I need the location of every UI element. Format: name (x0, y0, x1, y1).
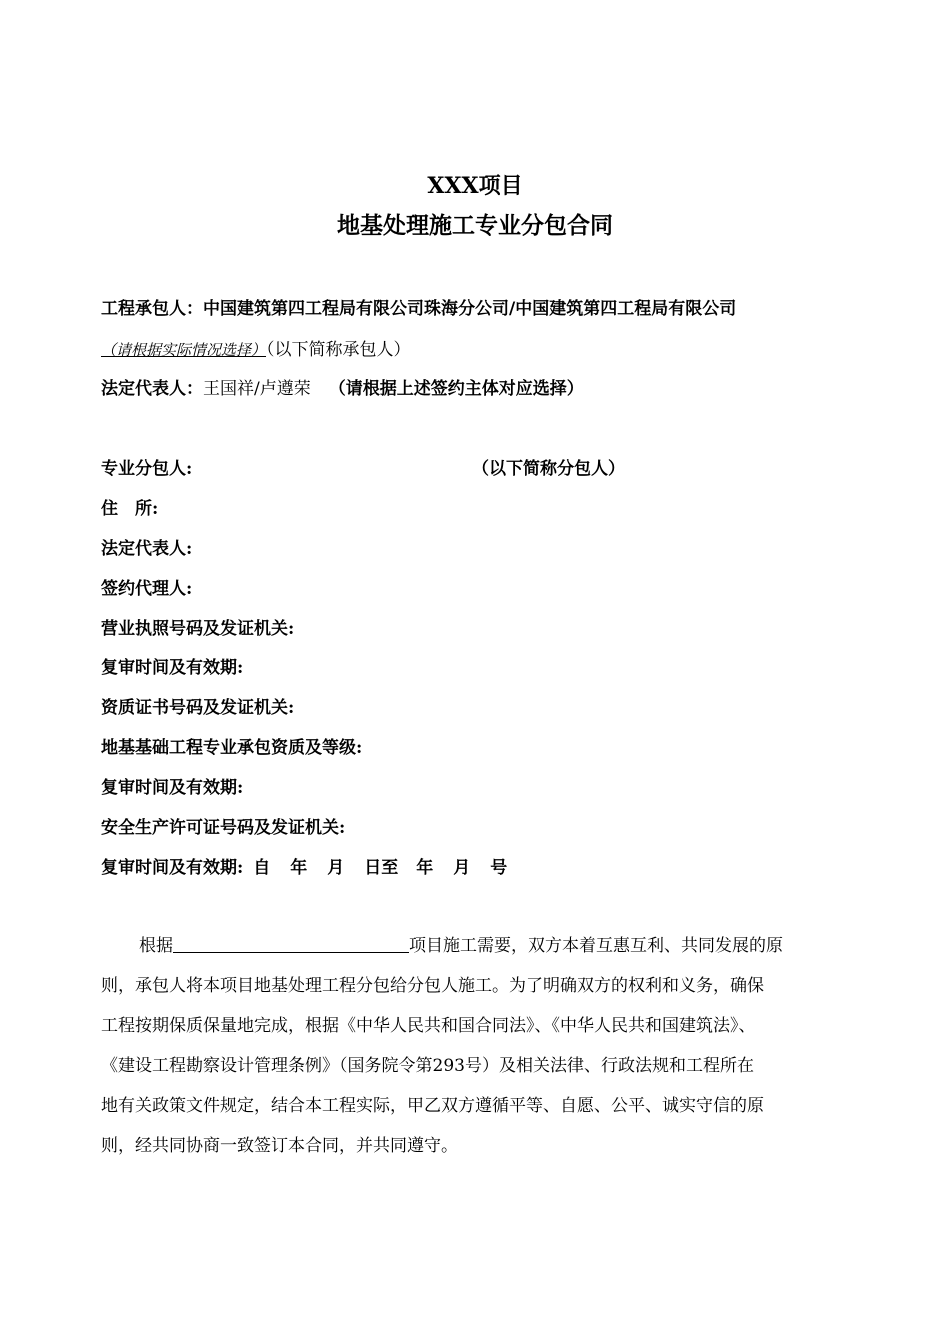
validity-month-1: 月 (327, 858, 345, 878)
field-agent: 签约代理人: (101, 579, 193, 599)
preamble-line-3: 工程按期保质保量地完成，根据《中华人民共和国合同法》、《中华人民共和国建筑法》、 (101, 1016, 756, 1036)
validity-month-2: 月 (453, 858, 471, 878)
validity-year-2: 年 (416, 858, 434, 878)
subcontractor-suffix: （以下简称分包人） (472, 459, 625, 479)
preamble-line-4: 《建设工程勘察设计管理条例》（国务院令第293号）及相关法律、行政法规和工程所在 (101, 1056, 754, 1076)
preamble-line-5: 地有关政策文件规定，结合本工程实际，甲乙双方遵循平等、自愿、公平、诚实守信的原 (101, 1096, 764, 1116)
field-safety-license: 安全生产许可证号码及发证机关: (101, 818, 346, 838)
contractor-value: 中国建筑第四工程局有限公司珠海分公司/中国建筑第四工程局有限公司 (203, 299, 737, 319)
field-review-validity-2: 复审时间及有效期: (101, 778, 244, 798)
field-business-license: 营业执照号码及发证机关: (101, 619, 295, 639)
contractor-rep-note: （请根据上述签约主体对应选择） (328, 379, 584, 399)
contractor-rep-label: 法定代表人： (101, 379, 203, 399)
field-address: 住 所: (101, 499, 159, 519)
preamble-line-1 (101, 926, 851, 966)
project-title: XXX项目 (427, 173, 523, 199)
validity-day-to: 日至 (364, 858, 399, 878)
contractor-suffix: （以下简称承包人） (266, 340, 411, 360)
contractor-note: （请根据实际情况选择） (101, 341, 267, 359)
validity-label: 复审时间及有效期: (101, 858, 244, 878)
validity-year-1: 年 (290, 858, 308, 878)
preamble-line-2: 则，承包人将本项目地基处理工程分包给分包人施工。为了明确双方的权利和义务，确保 (101, 976, 764, 996)
contractor-line (101, 297, 736, 321)
preamble-line-6: 则，经共同协商一致签订本合同，并共同遵守。 (101, 1136, 458, 1156)
field-legal-rep: 法定代表人: (101, 539, 193, 559)
subcontractor-line (101, 457, 192, 481)
contractor-rep-value: 王国祥/卢遵荣 (203, 379, 311, 399)
field-review-validity-3 (101, 856, 507, 880)
field-qualification-cert: 资质证书号码及发证机关: (101, 698, 295, 718)
preamble-start: 根据 (139, 936, 173, 956)
preamble-paragraph (101, 926, 851, 1166)
validity-from: 自 (253, 858, 271, 878)
contractor-note-line (101, 338, 411, 362)
contract-title: 地基处理施工专业分包合同 (337, 212, 613, 239)
preamble-rest: 项目施工需要，双方本着互惠互利、共同发展的原 (409, 936, 783, 956)
subcontractor-label: 专业分包人: (101, 459, 193, 479)
project-name-blank (173, 934, 409, 953)
field-qualification-grade: 地基基础工程专业承包资质及等级: (101, 738, 363, 758)
contractor-label: 工程承包人： (101, 299, 203, 319)
contractor-rep-line (101, 377, 584, 401)
validity-day: 号 (490, 858, 508, 878)
field-review-validity-1: 复审时间及有效期: (101, 658, 244, 678)
